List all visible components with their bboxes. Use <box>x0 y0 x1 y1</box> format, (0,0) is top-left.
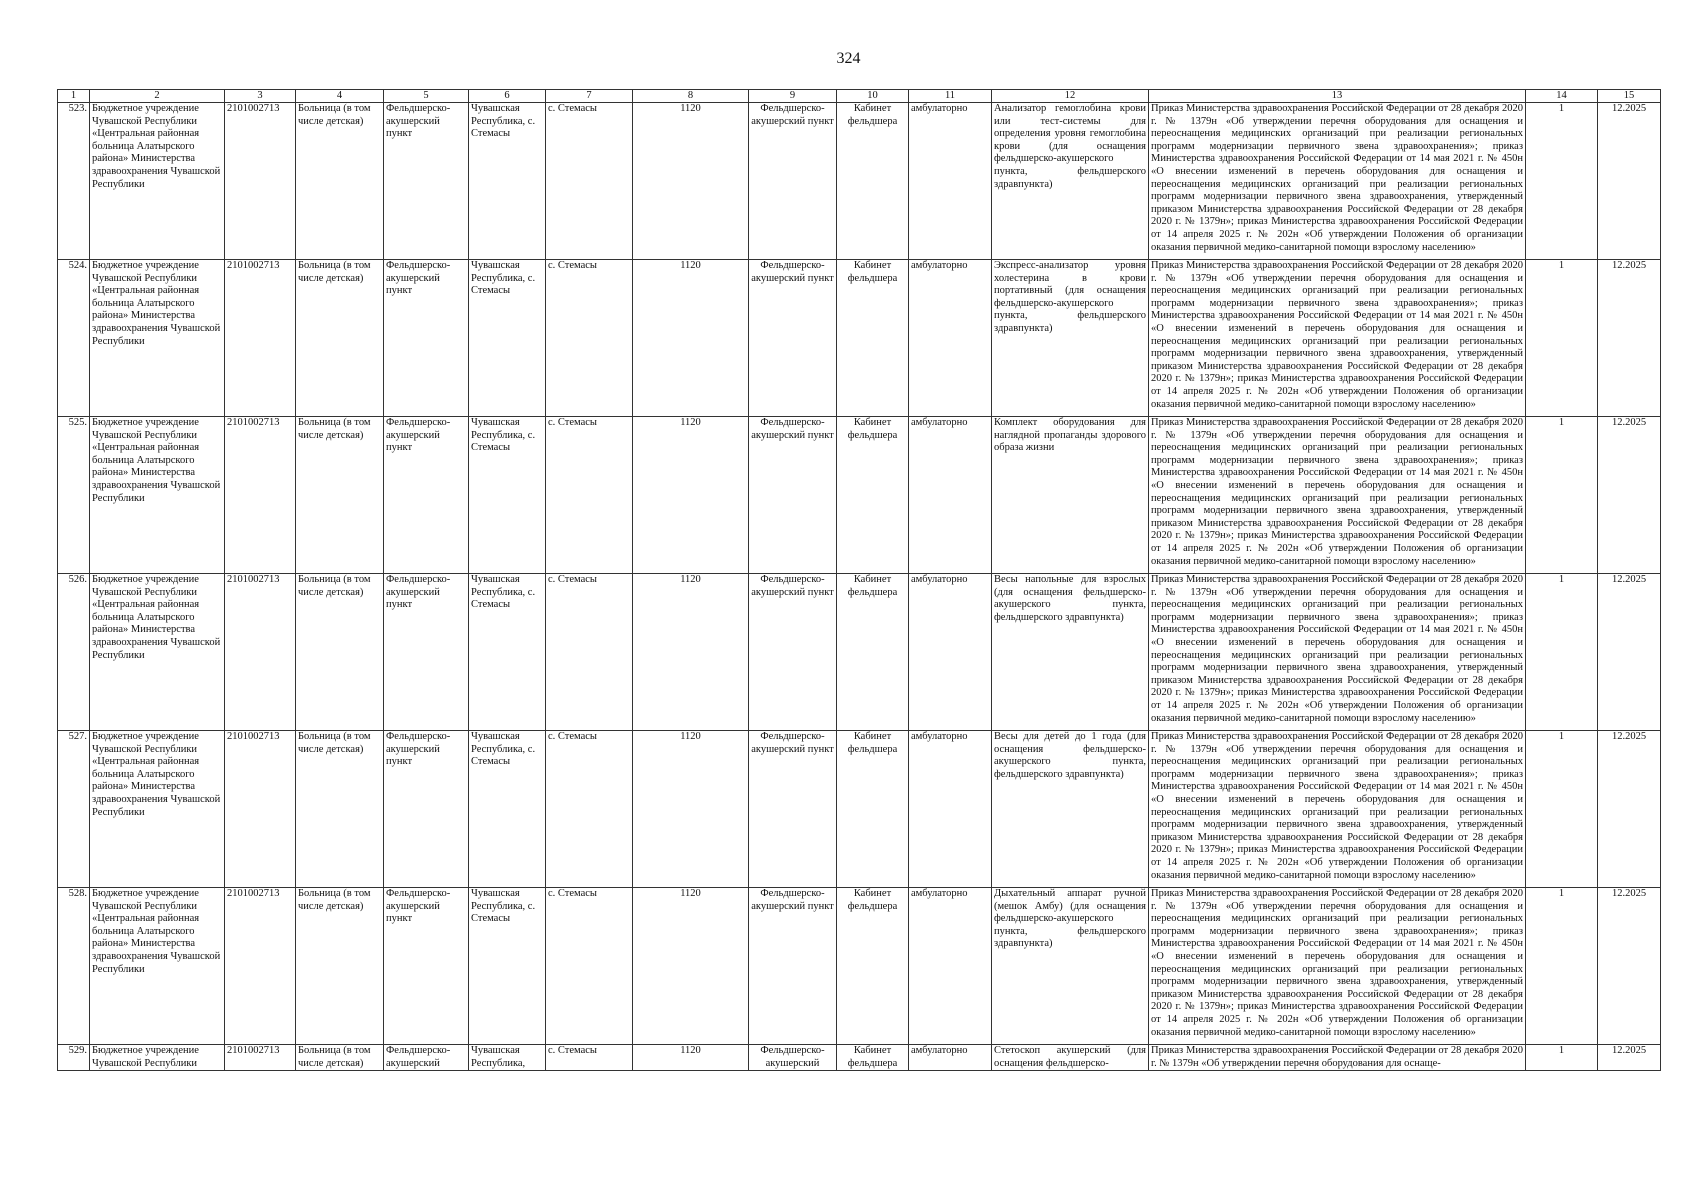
cell-unit: Фельдшерско-акушерский <box>384 1045 469 1071</box>
cell-subunit: Фельдшерско-акушерский <box>749 1045 837 1071</box>
cell-qty: 1 <box>1526 1045 1598 1071</box>
cell-inn: 2101002713 <box>225 103 296 260</box>
cell-region: Чувашская Республика, с. Стемасы <box>469 574 546 731</box>
cell-subunit: Фельдшерско-акушерский пункт <box>749 417 837 574</box>
cell-date: 12.2025 <box>1598 888 1661 1045</box>
cell-basis: Приказ Министерства здравоохранения Российской Федерации от 28 декабря 2020 г. № 1379н «Об утверждении перечня оборудования для оснащения и переоснащения медицинских организаций при реализации региональных программ модернизации первичного звена здравоохранения»; приказ Министерства здравоохранения Российской Федерации от 14 мая 2021 г. № 450н «О внесении изменений в перечень оборудования для оснащения и переоснащения медицинских организаций при реализации региональных программ модернизации первичного звена здравоохранения, утвержденный приказом Министерства здравоохранения Российской Федерации от 28 декабря 2020 г. № 1379н»; приказ Министерства здравоохранения Российской Федерации от 14 апреля 2025 г. № 202н «Об утверждении Положения об организации оказания первичной медико-санитарной помощи взрослому населению» <box>1149 731 1526 888</box>
column-header-10: 10 <box>837 90 909 103</box>
table-row <box>58 417 1661 574</box>
cell-subunit: Фельдшерско-акушерский пункт <box>749 731 837 888</box>
table-row <box>58 574 1661 731</box>
cell-type: Больница (в том числе детская) <box>296 1045 384 1071</box>
cell-num: 526. <box>58 574 90 731</box>
cell-place: с. Стемасы <box>546 888 633 1045</box>
column-header-3: 3 <box>225 90 296 103</box>
cell-basis: Приказ Министерства здравоохранения Российской Федерации от 28 декабря 2020 г. № 1379н «Об утверждении перечня оборудования для оснаще- <box>1149 1045 1526 1071</box>
cell-qty: 1 <box>1526 103 1598 260</box>
cell-basis: Приказ Министерства здравоохранения Российской Федерации от 28 декабря 2020 г. № 1379н «Об утверждении перечня оборудования для оснащения и переоснащения медицинских организаций при реализации региональных программ модернизации первичного звена здравоохранения»; приказ Министерства здравоохранения Российской Федерации от 14 мая 2021 г. № 450н «О внесении изменений в перечень оборудования для оснащения и переоснащения медицинских организаций при реализации региональных программ модернизации первичного звена здравоохранения, утвержденный приказом Министерства здравоохранения Российской Федерации от 28 декабря 2020 г. № 1379н»; приказ Министерства здравоохранения Российской Федерации от 14 апреля 2025 г. № 202н «Об утверждении Положения об организации оказания первичной медико-санитарной помощи взрослому населению» <box>1149 888 1526 1045</box>
column-number-header <box>58 90 1661 103</box>
column-header-6: 6 <box>469 90 546 103</box>
column-header-15: 15 <box>1598 90 1661 103</box>
cell-code: 1120 <box>633 417 749 574</box>
cell-room: Кабинет фельдшера <box>837 260 909 417</box>
cell-inn: 2101002713 <box>225 731 296 888</box>
cell-date: 12.2025 <box>1598 260 1661 417</box>
cell-unit: Фельдшерско-акушерский пункт <box>384 574 469 731</box>
table-row <box>58 103 1661 260</box>
column-header-12: 12 <box>992 90 1149 103</box>
cell-equipment: Весы напольные для взрослых (для оснащения фельдшерско-акушерского пункта, фельдшерского здравпункта) <box>992 574 1149 731</box>
cell-care: амбулаторно <box>909 417 992 574</box>
cell-inn: 2101002713 <box>225 260 296 417</box>
cell-care: амбулаторно <box>909 103 992 260</box>
cell-inn: 2101002713 <box>225 1045 296 1071</box>
cell-place: с. Стемасы <box>546 1045 633 1071</box>
cell-code: 1120 <box>633 731 749 888</box>
column-header-2: 2 <box>90 90 225 103</box>
table-row <box>58 888 1661 1045</box>
cell-region: Чувашская Республика, с. Стемасы <box>469 417 546 574</box>
cell-equipment: Стетоскоп акушерский (для оснащения фельдшерско- <box>992 1045 1149 1071</box>
cell-code: 1120 <box>633 888 749 1045</box>
cell-code: 1120 <box>633 260 749 417</box>
cell-care: амбулаторно <box>909 574 992 731</box>
cell-date: 12.2025 <box>1598 103 1661 260</box>
cell-num: 528. <box>58 888 90 1045</box>
cell-code: 1120 <box>633 1045 749 1071</box>
cell-region: Чувашская Республика, с. Стемасы <box>469 731 546 888</box>
cell-type: Больница (в том числе детская) <box>296 103 384 260</box>
cell-place: с. Стемасы <box>546 731 633 888</box>
cell-subunit: Фельдшерско-акушерский пункт <box>749 103 837 260</box>
cell-room: Кабинет фельдшера <box>837 103 909 260</box>
cell-inn: 2101002713 <box>225 574 296 731</box>
page-number: 324 <box>836 50 861 67</box>
cell-region: Чувашская Республика, с. Стемасы <box>469 888 546 1045</box>
cell-type: Больница (в том числе детская) <box>296 260 384 417</box>
cell-subunit: Фельдшерско-акушерский пункт <box>749 260 837 417</box>
cell-inn: 2101002713 <box>225 888 296 1045</box>
cell-code: 1120 <box>633 574 749 731</box>
cell-org: Бюджетное учреждение Чувашской Республики «Центральная районная больница Алатырского района» Министерства здравоохранения Чувашской Республики <box>90 574 225 731</box>
cell-org: Бюджетное учреждение Чувашской Республики «Центральная районная больница Алатырского района» Министерства здравоохранения Чувашской Республики <box>90 103 225 260</box>
column-header-8: 8 <box>633 90 749 103</box>
cell-care: амбулаторно <box>909 888 992 1045</box>
table-body <box>58 103 1661 1071</box>
cell-type: Больница (в том числе детская) <box>296 888 384 1045</box>
cell-place: с. Стемасы <box>546 103 633 260</box>
cell-num: 524. <box>58 260 90 417</box>
cell-qty: 1 <box>1526 888 1598 1045</box>
column-header-5: 5 <box>384 90 469 103</box>
cell-room: Кабинет фельдшера <box>837 888 909 1045</box>
cell-org: Бюджетное учреждение Чувашской Республики «Центральная районная больница Алатырского района» Министерства здравоохранения Чувашской Республики <box>90 417 225 574</box>
column-header-1: 1 <box>58 90 90 103</box>
equipment-table <box>57 89 1661 1071</box>
cell-type: Больница (в том числе детская) <box>296 731 384 888</box>
cell-room: Кабинет фельдшера <box>837 1045 909 1071</box>
cell-date: 12.2025 <box>1598 1045 1661 1071</box>
cell-qty: 1 <box>1526 260 1598 417</box>
column-header-13: 13 <box>1149 90 1526 103</box>
cell-basis: Приказ Министерства здравоохранения Российской Федерации от 28 декабря 2020 г. № 1379н «Об утверждении перечня оборудования для оснащения и переоснащения медицинских организаций при реализации региональных программ модернизации первичного звена здравоохранения»; приказ Министерства здравоохранения Российской Федерации от 14 мая 2021 г. № 450н «О внесении изменений в перечень оборудования для оснащения и переоснащения медицинских организаций при реализации региональных программ модернизации первичного звена здравоохранения, утвержденный приказом Министерства здравоохранения Российской Федерации от 28 декабря 2020 г. № 1379н»; приказ Министерства здравоохранения Российской Федерации от 14 апреля 2025 г. № 202н «Об утверждении Положения об организации оказания первичной медико-санитарной помощи взрослому населению» <box>1149 417 1526 574</box>
cell-region: Чувашская Республика, с. Стемасы <box>469 260 546 417</box>
cell-num: 529. <box>58 1045 90 1071</box>
cell-room: Кабинет фельдшера <box>837 417 909 574</box>
cell-subunit: Фельдшерско-акушерский пункт <box>749 574 837 731</box>
cell-subunit: Фельдшерско-акушерский пункт <box>749 888 837 1045</box>
cell-unit: Фельдшерско-акушерский пункт <box>384 888 469 1045</box>
cell-equipment: Экспресс-анализатор уровня холестерина в крови портативный (для оснащения фельдшерско-акушерского пункта, фельдшерского здравпункта) <box>992 260 1149 417</box>
cell-num: 523. <box>58 103 90 260</box>
cell-qty: 1 <box>1526 731 1598 888</box>
column-header-4: 4 <box>296 90 384 103</box>
column-header-9: 9 <box>749 90 837 103</box>
cell-type: Больница (в том числе детская) <box>296 417 384 574</box>
cell-code: 1120 <box>633 103 749 260</box>
column-header-14: 14 <box>1526 90 1598 103</box>
cell-basis: Приказ Министерства здравоохранения Российской Федерации от 28 декабря 2020 г. № 1379н «Об утверждении перечня оборудования для оснащения и переоснащения медицинских организаций при реализации региональных программ модернизации первичного звена здравоохранения»; приказ Министерства здравоохранения Российской Федерации от 14 мая 2021 г. № 450н «О внесении изменений в перечень оборудования для оснащения и переоснащения медицинских организаций при реализации региональных программ модернизации первичного звена здравоохранения, утвержденный приказом Министерства здравоохранения Российской Федерации от 28 декабря 2020 г. № 1379н»; приказ Министерства здравоохранения Российской Федерации от 14 апреля 2025 г. № 202н «Об утверждении Положения об организации оказания первичной медико-санитарной помощи взрослому населению» <box>1149 103 1526 260</box>
cell-date: 12.2025 <box>1598 574 1661 731</box>
column-header-7: 7 <box>546 90 633 103</box>
cell-basis: Приказ Министерства здравоохранения Российской Федерации от 28 декабря 2020 г. № 1379н «Об утверждении перечня оборудования для оснащения и переоснащения медицинских организаций при реализации региональных программ модернизации первичного звена здравоохранения»; приказ Министерства здравоохранения Российской Федерации от 14 мая 2021 г. № 450н «О внесении изменений в перечень оборудования для оснащения и переоснащения медицинских организаций при реализации региональных программ модернизации первичного звена здравоохранения, утвержденный приказом Министерства здравоохранения Российской Федерации от 28 декабря 2020 г. № 1379н»; приказ Министерства здравоохранения Российской Федерации от 14 апреля 2025 г. № 202н «Об утверждении Положения об организации оказания первичной медико-санитарной помощи взрослому населению» <box>1149 260 1526 417</box>
cell-unit: Фельдшерско-акушерский пункт <box>384 731 469 888</box>
cell-unit: Фельдшерско-акушерский пункт <box>384 103 469 260</box>
cell-equipment: Анализатор гемоглобина крови или тест-системы для определения уровня гемоглобина крови (для оснащения фельдшерско-акушерского пункта, фельдшерского здравпункта) <box>992 103 1149 260</box>
cell-date: 12.2025 <box>1598 731 1661 888</box>
cell-org: Бюджетное учреждение Чувашской Республики <box>90 1045 225 1071</box>
cell-num: 525. <box>58 417 90 574</box>
cell-org: Бюджетное учреждение Чувашской Республики «Центральная районная больница Алатырского района» Министерства здравоохранения Чувашской Республики <box>90 888 225 1045</box>
cell-room: Кабинет фельдшера <box>837 731 909 888</box>
table-row <box>58 731 1661 888</box>
cell-care: амбулаторно <box>909 1045 992 1071</box>
cell-care: амбулаторно <box>909 260 992 417</box>
cell-place: с. Стемасы <box>546 574 633 731</box>
cell-place: с. Стемасы <box>546 260 633 417</box>
cell-unit: Фельдшерско-акушерский пункт <box>384 417 469 574</box>
cell-qty: 1 <box>1526 574 1598 731</box>
cell-inn: 2101002713 <box>225 417 296 574</box>
cell-org: Бюджетное учреждение Чувашской Республики «Центральная районная больница Алатырского района» Министерства здравоохранения Чувашской Республики <box>90 260 225 417</box>
table-row <box>58 1045 1661 1071</box>
cell-equipment: Весы для детей до 1 года (для оснащения фельдшерско-акушерского пункта, фельдшерского здравпункта) <box>992 731 1149 888</box>
cell-num: 527. <box>58 731 90 888</box>
cell-room: Кабинет фельдшера <box>837 574 909 731</box>
cell-qty: 1 <box>1526 417 1598 574</box>
cell-type: Больница (в том числе детская) <box>296 574 384 731</box>
cell-region: Чувашская Республика, <box>469 1045 546 1071</box>
column-header-11: 11 <box>909 90 992 103</box>
cell-org: Бюджетное учреждение Чувашской Республики «Центральная районная больница Алатырского района» Министерства здравоохранения Чувашской Республики <box>90 731 225 888</box>
cell-care: амбулаторно <box>909 731 992 888</box>
table-row <box>58 260 1661 417</box>
cell-unit: Фельдшерско-акушерский пункт <box>384 260 469 417</box>
cell-region: Чувашская Республика, с. Стемасы <box>469 103 546 260</box>
cell-equipment: Комплект оборудования для наглядной пропаганды здорового образа жизни <box>992 417 1149 574</box>
cell-equipment: Дыхательный аппарат ручной (мешок Амбу) (для оснащения фельдшерско-акушерского пункта, фельдшерского здравпункта) <box>992 888 1149 1045</box>
cell-date: 12.2025 <box>1598 417 1661 574</box>
cell-basis: Приказ Министерства здравоохранения Российской Федерации от 28 декабря 2020 г. № 1379н «Об утверждении перечня оборудования для оснащения и переоснащения медицинских организаций при реализации региональных программ модернизации первичного звена здравоохранения»; приказ Министерства здравоохранения Российской Федерации от 14 мая 2021 г. № 450н «О внесении изменений в перечень оборудования для оснащения и переоснащения медицинских организаций при реализации региональных программ модернизации первичного звена здравоохранения, утвержденный приказом Министерства здравоохранения Российской Федерации от 28 декабря 2020 г. № 1379н»; приказ Министерства здравоохранения Российской Федерации от 14 апреля 2025 г. № 202н «Об утверждении Положения об организации оказания первичной медико-санитарной помощи взрослому населению» <box>1149 574 1526 731</box>
cell-place: с. Стемасы <box>546 417 633 574</box>
